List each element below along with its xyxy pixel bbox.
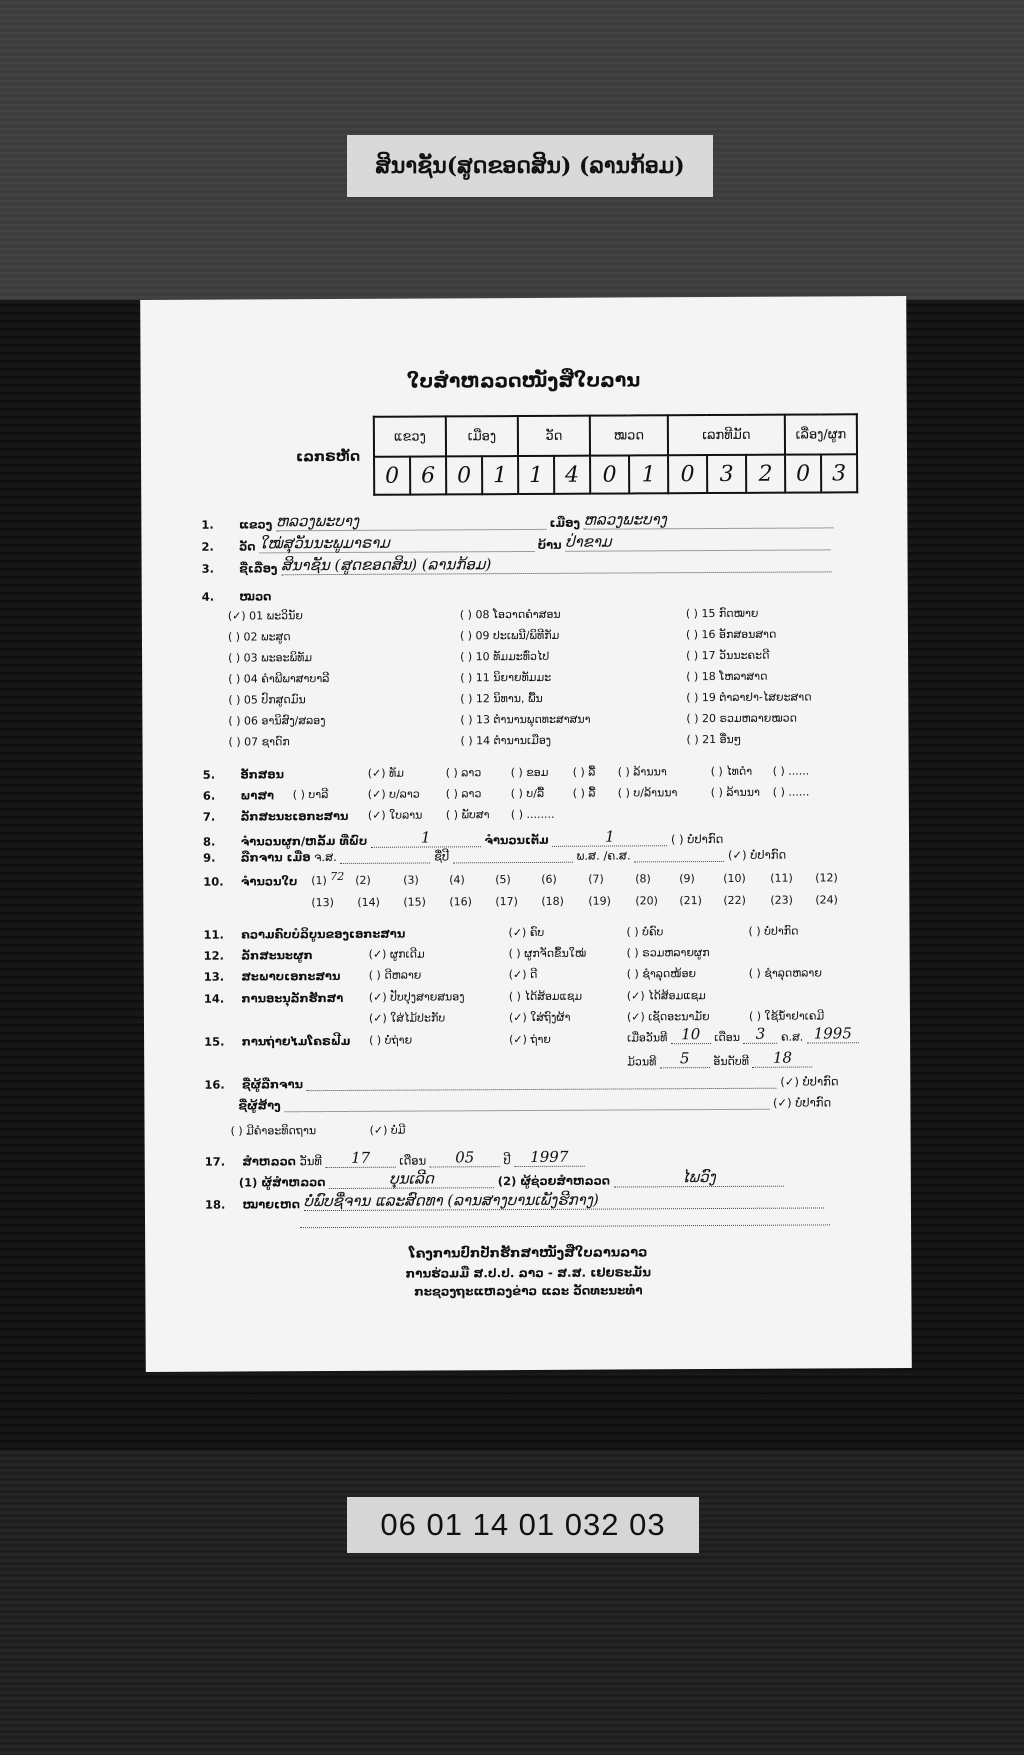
- survey-label: ສຳຫລວດ: [242, 1154, 296, 1169]
- village-value: ປ່າຂາມ: [565, 531, 830, 551]
- remarks-value: ບໍ່ພົບຊື່ຈານ ແລະສົດທາ (ລານສາງບານເພັງຮີກາງ): [304, 1189, 824, 1211]
- row-province: 1. ແຂວງ ຫລວງພະບາງ ເມືອງ ຫລວງພະບາງ: [201, 509, 833, 531]
- province-label: ແຂວງ: [238, 517, 273, 532]
- language-option: ( ) ລາວ: [445, 787, 482, 801]
- conservation-label: ການອະນຸລັກຮັກສາ: [241, 990, 344, 1006]
- category-option: ( ) 09 ປະເພນີ/ພິທີກັມ: [459, 628, 560, 643]
- condition-label: ສະພາບເອກະສານ: [241, 968, 341, 984]
- leaf-count-slot: (12): [815, 871, 838, 885]
- completeness-label: ຄວາມຄົບບໍລິບູນຂອງເອກະສານ: [241, 926, 406, 942]
- film-background-bottom: [0, 1450, 1024, 1755]
- category-option: ( ) 10 ທັມມະທົ່ວໄປ: [460, 649, 550, 664]
- leaf-count-slot: (10): [723, 871, 746, 885]
- row-completeness: 11. ຄວາມຄົບບໍລິບູນຂອງເອກະສານ: [203, 926, 406, 942]
- sponsor-label: ຊື່ຜູ້ສ້າງ: [238, 1098, 281, 1113]
- remarks-line-2: [300, 1211, 830, 1228]
- leaf-count-slot: (2): [355, 873, 371, 887]
- script-option: ( ) ລາວ: [445, 766, 482, 780]
- prayer-option: ( ) ມີຄຳອະທິດຖານ: [230, 1124, 317, 1138]
- script-option: ( ) ລື້: [572, 765, 596, 779]
- condition-option: ( ) ຊຳລຸດຫລາຍ: [748, 966, 822, 980]
- language-option: ( ) ລ້ານນາ: [710, 785, 760, 800]
- code-header-cell: ວັດ: [518, 416, 590, 456]
- script-option: ( ) ຂອມ: [510, 765, 549, 780]
- completeness-option: ( ) ບໍ່ຄົບ: [626, 925, 664, 939]
- code-digit: 0: [668, 455, 707, 493]
- leaf-count-slot: (7): [588, 872, 604, 886]
- leaf-count-slot: (15): [403, 895, 426, 909]
- assistant-name: ໄພວົງ: [614, 1168, 784, 1188]
- leaf-count-slot: (11): [770, 871, 793, 885]
- category-option: ( ) 08 ໂອວາດຄຳສອນ: [459, 607, 561, 622]
- row-inscription-date: 9. ລືກຈານ ເມື່ອ ຈ.ສ. ຊື່ປີ ພ.ສ. /ຄ.ສ. (✓) ບໍ່ປາກົດ: [203, 847, 787, 865]
- code-digit: 4: [554, 456, 590, 494]
- bundle-type-label: ລັກສະນະຜູກ: [241, 948, 313, 963]
- code-header-cell: ແຂວງ: [374, 416, 446, 456]
- row-sponsor: [238, 1095, 831, 1112]
- code-header-cell: ເມືອງ: [446, 416, 518, 456]
- leaf-count-slot: (17): [495, 895, 518, 909]
- row-title: 3. ຊື່ເລື່ອງ ສິນາຊັນ (ສູດຂອດສິນ) (ລານກ້ອມ): [202, 553, 832, 575]
- leaf-count-slot: (16): [449, 895, 472, 909]
- code-digit: 0: [374, 457, 410, 495]
- full-count-label: ຈຳນວນເຕັມ: [484, 832, 549, 848]
- conservation-option: (✓) ໃສ່ໄມ້ປະກັບ: [368, 1011, 446, 1025]
- category-option: ( ) 16 ອັກສອນສາດ: [685, 627, 777, 642]
- leaf-count-slot: (3): [403, 873, 419, 887]
- conservation-option: (✓) ປັບປຸງສາຍສນອງ: [368, 990, 465, 1004]
- code-digit: 0: [785, 454, 821, 492]
- category-option: ( ) 04 ຄຳພີພາສາບາລີ: [228, 672, 330, 686]
- row-category: 4. ໝວດ: [201, 589, 272, 604]
- category-option: ( ) 05 ປົກສູດມົນ: [228, 693, 306, 707]
- conservation-option: ( ) ໄດ້ສ້ອມແຊມ: [508, 989, 583, 1004]
- surveyor-name: ບຸນເລີດ: [329, 1169, 494, 1189]
- scribe-option: (✓) ບໍ່ປາກົດ: [780, 1074, 839, 1089]
- language-label: ພາສາ: [240, 788, 274, 803]
- category-option: ( ) 15 ກົດໝາຍ: [685, 606, 759, 621]
- leaf-count-slot: (19): [588, 894, 611, 908]
- category-option: ( ) 12 ນິທານ, ພື້ນ: [460, 691, 543, 706]
- leaf-count-label: ຈຳນວນໃບ: [240, 874, 298, 889]
- language-option: ( ) ......: [772, 785, 810, 799]
- language-option: ( ) ບ/ລ້ານນາ: [617, 786, 678, 800]
- row-remarks: 18. ໝາຍເຫດ ບໍ່ພົບຊື່ຈານ ແລະສົດທາ (ລານສາງບານເພັງຮີກາງ): [205, 1189, 824, 1211]
- microfilm-roll: ມ້ວນທີ 5 ອັນດັບທີ 18: [627, 1049, 812, 1069]
- code-digit: 0: [590, 455, 629, 493]
- row-microfilm: 15. ການຖ່າຍໄມໂຄຣຟີມ: [204, 1033, 351, 1049]
- code-digit: 2: [746, 455, 785, 493]
- category-option: (✓) 01 ພະວິນັຍ: [227, 609, 303, 623]
- document-type-option: ( ) ........: [510, 807, 555, 822]
- script-option: ( ) ໄທດຳ: [710, 764, 753, 779]
- language-option: (✓) ບ/ລາວ: [367, 787, 420, 801]
- code-digit: 1: [518, 456, 554, 494]
- category-option: ( ) 11 ນິຍາຍທັມມະ: [460, 670, 552, 685]
- story-title-value: ສິນາຊັນ (ສູດຂອດສິນ) (ລານກ້ອມ): [281, 553, 831, 575]
- leaf-count-slot: (4): [449, 873, 465, 887]
- leaf-count-slot: (13): [311, 896, 334, 910]
- category-option: ( ) 19 ຕຳລາຢາ-ໄສຍະສາດ: [686, 690, 812, 705]
- conservation-option: (✓) ໃສ່ຖົງຜ້າ: [508, 1010, 571, 1025]
- leaf-count-value: 72: [330, 869, 345, 884]
- conservation-option: ( ) ໃຊ້ນ້ຳຢາເຄມີ: [748, 1009, 825, 1023]
- leaf-count-slot: (21): [679, 894, 702, 908]
- code-digit-row: [374, 454, 857, 495]
- language-option: ( ) ລື້: [572, 786, 596, 800]
- conservation-option: (✓) ໄດ້ສ້ອມແຊມ: [626, 989, 706, 1003]
- microfilm-option: (✓) ຖ່າຍ: [509, 1032, 552, 1047]
- code-label: ເລກຣຫັດ: [295, 448, 361, 466]
- bundle-type-option: ( ) ຣວມຫລາຍຜູກ: [626, 946, 710, 960]
- leaf-count-slot: (22): [723, 893, 746, 907]
- prayer-option: (✓) ບໍ່ມີ: [369, 1123, 406, 1137]
- row-conservation: 14. ການອະນຸລັກຮັກສາ: [203, 990, 344, 1006]
- sponsor-option: (✓) ບໍ່ປາກົດ: [772, 1095, 832, 1110]
- completeness-option: (✓) ຄົບ: [508, 925, 545, 940]
- document-type-option: (✓) ໃບລານ: [367, 808, 423, 822]
- code-digit: 1: [482, 456, 518, 494]
- script-label: ອັກສອນ: [240, 767, 285, 782]
- category-option: ( ) 18 ໂຫລາສາດ: [686, 669, 768, 684]
- category-option: ( ) 14 ຕຳນານເມືອງ: [460, 733, 552, 748]
- microfilm-option: ( ) ບໍ່ຖ່າຍ: [369, 1033, 413, 1047]
- leaf-count-slot: (20): [635, 894, 658, 908]
- manuscript-title-label: ສິນາຊັນ(ສູດຂອດສິນ) (ລານກ້ອມ): [347, 135, 713, 197]
- category-option: ( ) 07 ຊາດົກ: [228, 735, 290, 749]
- leaf-count-slot: (5): [495, 873, 511, 887]
- language-option: ( ) ບາລີ: [292, 788, 329, 802]
- leaf-count-slot: (14): [357, 895, 380, 909]
- microfilm-date: ເມື່ອວັນທີ 10 ເດືອນ 3 ຄ.ສ. 1995: [627, 1024, 859, 1044]
- bundle-count-value: 1: [371, 828, 481, 848]
- code-digit: 1: [629, 455, 668, 493]
- leaf-count-slot: (8): [635, 872, 651, 886]
- code-header-cell: ເລື່ອງ/ຜູກ: [785, 414, 857, 454]
- conservation-option: (✓) ເຊັດອະນາມັຍ: [626, 1010, 710, 1024]
- temple-value: ໃໝ່ສຸວັນນະພູມາຣາມ: [259, 533, 534, 553]
- code-header-cell: ເລກທີມັດ: [668, 415, 785, 456]
- condition-option: (✓) ດີ: [508, 967, 538, 982]
- row-bundle-count: 8. ຈຳນວນຜູກ/ຫລັ້ມ ທີ່ພົບ 1 ຈຳນວນເຕັມ 1 ( ) ບໍ່ປາກົດ: [202, 827, 724, 849]
- village-label: ບ້ານ: [537, 537, 562, 552]
- code-header-row: [374, 414, 857, 457]
- district-label: ເມືອງ: [549, 515, 581, 530]
- language-option: ( ) ບ/ລື້: [510, 786, 545, 801]
- completeness-option: ( ) ບໍ່ປາກົດ: [748, 924, 799, 938]
- category-label: ໝວດ: [239, 589, 272, 604]
- category-option: ( ) 06 ອານິສົງ/ສລອງ: [228, 714, 326, 728]
- temple-label: ວັດ: [239, 539, 256, 554]
- row-script: 5. ອັກສອນ: [203, 767, 361, 782]
- row-temple: 2. ວັດ ໃໝ່ສຸວັນນະພູມາຣາມ ບ້ານ ປ່າຂາມ: [201, 531, 830, 553]
- inscription-label: ລືກຈານ ເມື່ອ: [240, 850, 311, 865]
- document-type-label: ລັກສະນະເອກະສານ: [240, 808, 349, 824]
- leaf-count-slot: (1): [311, 874, 327, 888]
- condition-option: ( ) ຊຳລຸດໜ້ອຍ: [626, 967, 697, 981]
- category-option: ( ) 17 ວັນນະຄະດີ: [686, 648, 770, 663]
- leaf-count-slot: (18): [541, 894, 564, 908]
- leaf-count-slot: (24): [815, 893, 838, 907]
- document-type-option: ( ) ພັບສາ: [445, 808, 490, 822]
- microfilm-label: ການຖ່າຍໄມໂຄຣຟີມ: [241, 1033, 351, 1049]
- category-option: ( ) 20 ຣວມຫລາຍໝວດ: [686, 711, 797, 726]
- code-header-cell: ໝວດ: [590, 415, 668, 455]
- footer-project: ໂຄງການປົກປັກຮັກສາໜັງສືໃບລານລາວ: [408, 1245, 648, 1262]
- row-scribe: 16. ຊື່ຜູ້ລືກຈານ (✓) ບໍ່ປາກົດ: [204, 1074, 839, 1092]
- code-digit: 3: [707, 455, 746, 493]
- footer-cooperation: ການຮ່ວມມື ສ.ປ.ປ. ລາວ - ສ.ສ. ເຢຍຣະມັນ: [405, 1265, 651, 1281]
- script-option: (✓) ທັມ: [367, 766, 404, 780]
- row-survey-date: 17. ສຳຫລວດ ວັນທີ 17 ເດືອນ 05 ປີ 1997: [205, 1148, 585, 1169]
- code-digit: 3: [821, 454, 857, 492]
- leaf-count-slot: (6): [541, 872, 557, 886]
- code-table: [373, 413, 858, 496]
- code-digit: 6: [410, 456, 446, 494]
- leaf-count-slot: (9): [679, 872, 695, 886]
- bundle-type-option: ( ) ຜູກຈັດຂຶ້ນໃໝ່: [508, 946, 587, 961]
- survey-form-sheet: [140, 296, 912, 1372]
- story-title-label: ຊື່ເລື່ອງ: [239, 561, 278, 576]
- script-option: ( ) ......: [772, 764, 810, 778]
- category-option: ( ) 21 ອື່ນໆ: [686, 732, 742, 747]
- row-document-type: 7. ລັກສະນະເອກະສານ: [202, 808, 349, 824]
- district-value: ຫລວງພະບາງ: [584, 509, 834, 529]
- remarks-label: ໝາຍເຫດ: [242, 1197, 300, 1212]
- bundle-count-option: ( ) ບໍ່ປາກົດ: [670, 831, 724, 847]
- row-leaf-count: 10. ຈຳນວນໃບ: [203, 874, 298, 889]
- script-option: ( ) ລ້ານນາ: [617, 765, 667, 779]
- footer-ministry: ກະຊວງຖະແຫລງຂ່າວ ແລະ ວັດທະນະທຳ: [414, 1283, 643, 1299]
- row-bundle-type: 12. ລັກສະນະຜູກ: [203, 948, 313, 963]
- bundle-count-label: ຈຳນວນຜູກ/ຫລັ້ມ ທີ່ພົບ: [240, 833, 368, 849]
- inscription-option: (✓) ບໍ່ປາກົດ: [727, 847, 787, 862]
- province-value: ຫລວງພະບາງ: [276, 511, 546, 531]
- category-option: ( ) 03 ພະອະພິທັມ: [228, 651, 313, 665]
- category-option: ( ) 13 ຕຳນານພຸດທະສາສນາ: [460, 712, 591, 727]
- category-option: ( ) 02 ພະສູດ: [227, 630, 291, 644]
- row-language: 6. ພາສາ: [202, 788, 274, 803]
- form-title: ໃບສຳຫລວດໜັງສືໃບລານ: [406, 369, 641, 393]
- manuscript-code-label: 06 01 14 01 032 03: [347, 1497, 699, 1553]
- bundle-type-option: (✓) ຜູກເດີມ: [368, 947, 425, 961]
- full-count-value: 1: [552, 827, 667, 847]
- row-condition: 13. ສະພາບເອກະສານ: [203, 968, 341, 984]
- code-digit: 0: [446, 456, 482, 494]
- row-surveyors: (1) ຜູ້ສຳຫລວດ ບຸນເລີດ (2) ຜູ້ຊ່ວຍສຳຫລວດ ໄພວົງ: [239, 1168, 784, 1190]
- condition-option: ( ) ດີຫລາຍ: [368, 968, 422, 982]
- leaf-count-slot: (23): [770, 893, 793, 907]
- scribe-label: ຊື່ຜູ້ລືກຈານ: [241, 1077, 304, 1092]
